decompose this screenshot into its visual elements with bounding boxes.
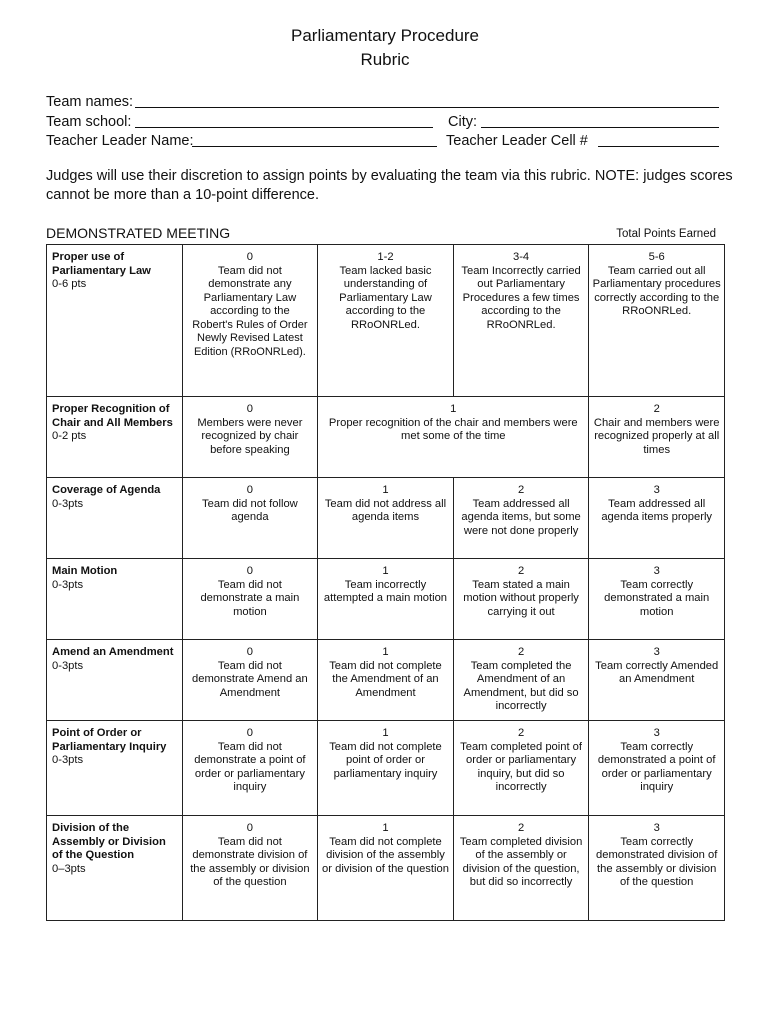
- score-description: Team lacked basic understanding of Parliamentary Law according to the RRoONRLed.: [339, 264, 432, 331]
- score-value: 1: [382, 646, 389, 658]
- score-cell: [453, 816, 589, 921]
- score-cell: [589, 245, 725, 397]
- page-subtitle: Rubric: [360, 50, 410, 69]
- rubric-row: [47, 245, 725, 397]
- section-title: DEMONSTRATED MEETING: [46, 225, 231, 241]
- score-cell: [589, 721, 725, 816]
- rubric-row: [47, 816, 725, 921]
- score-cell: [318, 721, 454, 816]
- criterion-cell: [47, 816, 183, 921]
- team-names-label: Team names:: [46, 94, 134, 110]
- criterion-name: Point of Order or Parliamentary Inquiry: [52, 727, 167, 753]
- criterion-points: 0-3pts: [52, 754, 84, 766]
- score-cell: [589, 397, 725, 478]
- criterion-cell: [47, 721, 183, 816]
- score-description: Chair and members were recognized properly at all times: [593, 416, 720, 456]
- score-value: 0: [246, 484, 253, 496]
- score-description: Team carried out all Parliamentary procedures correctly according to the RRoONRLed.: [592, 264, 721, 317]
- score-value: 0: [246, 251, 253, 263]
- score-description: Team did not demonstrate a point of order or parliamentary inquiry: [194, 740, 306, 793]
- criterion-points: 0-3pts: [52, 497, 84, 510]
- score-cell: [589, 640, 725, 721]
- score-value: 1: [450, 403, 457, 415]
- score-description: Team correctly demonstrated a point of order or parliamentary inquiry: [597, 740, 716, 793]
- score-cell: [318, 559, 454, 640]
- score-description: Team did not demonstrate any Parliamentary Law according to the: [203, 264, 297, 317]
- criterion-points: 0–3pts: [52, 862, 86, 875]
- criterion-name: Proper Recognition of Chair and All Members: [52, 403, 173, 429]
- score-description: Team completed point of order or parliamentary inquiry, but did so incorrectly: [460, 740, 583, 793]
- score-cell: [182, 816, 318, 921]
- score-cell: [318, 640, 454, 721]
- score-value: 0: [246, 403, 253, 415]
- criterion-cell: [47, 245, 183, 397]
- criterion-points: 0-6 pts: [52, 278, 87, 290]
- score-description: Team correctly demonstrated a main motion: [604, 578, 710, 618]
- score-description: Team stated a main motion without properly carrying it out: [463, 578, 579, 618]
- criterion-points: 0-3pts: [52, 659, 84, 672]
- score-value: 1: [382, 565, 389, 577]
- score-cell: [182, 559, 318, 640]
- score-value: 3: [653, 565, 660, 577]
- score-value: 1-2: [377, 251, 394, 263]
- criterion-name: Division of the Assembly or Division of the Question: [52, 822, 166, 861]
- score-value: 0: [246, 727, 253, 739]
- score-description: Team did not follow agenda: [202, 497, 298, 523]
- score-cell: [589, 816, 725, 921]
- score-description: Team addressed all agenda items, but some were not done properly: [461, 497, 581, 537]
- rubric-row: [47, 721, 725, 816]
- score-cell: [318, 245, 454, 397]
- teacher-leader-name-label: Teacher Leader Name:: [46, 133, 194, 149]
- score-value: 2: [517, 822, 525, 834]
- criterion-name: Main Motion: [52, 565, 118, 577]
- criterion-cell: [47, 478, 183, 559]
- score-description: Proper recognition of the chair and members were met some of the time: [328, 416, 578, 442]
- criterion-points: 0-3pts: [52, 578, 84, 591]
- teacher-leader-cell-label: Teacher Leader Cell #: [446, 133, 588, 149]
- rubric-table: [46, 244, 725, 921]
- score-value: 2: [653, 403, 660, 415]
- team-school-label: Team school:: [46, 114, 132, 130]
- score-description: Team incorrectly attempted a main motion: [323, 578, 448, 604]
- rubric-row: [47, 397, 725, 478]
- score-cell: [453, 245, 589, 397]
- score-cell: [182, 640, 318, 721]
- score-cell: [453, 721, 589, 816]
- score-value: 3: [653, 727, 660, 739]
- score-value: 1: [382, 822, 389, 834]
- score-cell: [182, 397, 318, 478]
- score-description: Team did not demonstrate Amend an Amendment: [192, 659, 308, 699]
- score-value: 0: [246, 646, 253, 658]
- score-description: Team correctly Amended an Amendment: [595, 659, 719, 685]
- city-line[interactable]: [481, 127, 719, 128]
- score-cell: [318, 816, 454, 921]
- score-value: 2: [517, 727, 525, 739]
- intro-text: Judges will use their discretion to assign points by evaluating the team via this rubric. NOTE: judges scores cannot be more than a 10-point difference.: [46, 168, 733, 203]
- score-value: 1: [382, 484, 389, 496]
- criterion-name: Amend an Amendment: [52, 646, 174, 658]
- score-value: 1: [382, 727, 389, 739]
- score-description: Team did not address all agenda items: [324, 497, 447, 523]
- score-description: Team did not complete the Amendment of an Amendment: [329, 659, 442, 699]
- total-points-label: Total Points Earned: [616, 228, 716, 240]
- score-value: 2: [517, 484, 525, 496]
- page-title: Parliamentary Procedure: [290, 26, 480, 45]
- score-cell: [182, 245, 318, 397]
- rubric-row: [47, 640, 725, 721]
- score-description: Team did not demonstrate division of the assembly or division of the question: [190, 835, 310, 888]
- score-description: Team correctly demonstrated division of the assembly or division of the question: [596, 835, 718, 888]
- score-value: 3: [653, 484, 660, 496]
- score-value: 3: [653, 646, 660, 658]
- score-value: 3: [653, 822, 660, 834]
- team-names-line[interactable]: [135, 107, 719, 108]
- score-cell: [453, 478, 589, 559]
- score-cell: [589, 559, 725, 640]
- score-description: Team addressed all agenda items properly: [601, 497, 713, 523]
- score-cell: [589, 478, 725, 559]
- score-description: Team did not complete point of order or parliamentary inquiry: [329, 740, 442, 780]
- score-cell: [182, 478, 318, 559]
- score-description: Team completed division of the assembly or division of the question, but did so incorrectly: [459, 835, 583, 888]
- score-cell: [453, 640, 589, 721]
- score-cell: [318, 397, 589, 478]
- criterion-name: Proper use of Parliamentary Law: [52, 251, 151, 277]
- team-school-line[interactable]: [135, 127, 433, 128]
- score-description-extra: Robert's Rules of Order Newly Revised Latest Edition (RRoONRLed).: [192, 318, 308, 358]
- score-description: Members were never recognized by chair before speaking: [197, 416, 303, 456]
- score-value: 2: [517, 565, 525, 577]
- score-cell: [182, 721, 318, 816]
- score-value: 2: [517, 646, 525, 658]
- score-description: Team completed the Amendment of an Amendment, but did so incorrectly: [463, 659, 579, 712]
- criterion-cell: [47, 640, 183, 721]
- city-label: City:: [448, 114, 477, 130]
- criterion-name: Coverage of Agenda: [52, 484, 161, 496]
- teacher-leader-name-line[interactable]: [192, 146, 437, 147]
- score-value: 0: [246, 822, 253, 834]
- score-cell: [318, 478, 454, 559]
- score-value: 5-6: [648, 251, 665, 263]
- score-description: Team did not demonstrate a main motion: [200, 578, 300, 618]
- criterion-cell: [47, 397, 183, 478]
- score-description: Team did not complete division of the assembly or division of the question: [322, 835, 449, 875]
- score-value: 0: [246, 565, 253, 577]
- score-cell: [453, 559, 589, 640]
- criterion-points: 0-2 pts: [52, 430, 87, 442]
- score-description: Team Incorrectly carried out Parliamentary Procedures a few times according to the RRoONRLed.: [461, 264, 581, 331]
- score-value: 3-4: [512, 251, 530, 263]
- criterion-cell: [47, 559, 183, 640]
- rubric-row: [47, 478, 725, 559]
- rubric-row: [47, 559, 725, 640]
- teacher-leader-cell-line[interactable]: [598, 146, 719, 147]
